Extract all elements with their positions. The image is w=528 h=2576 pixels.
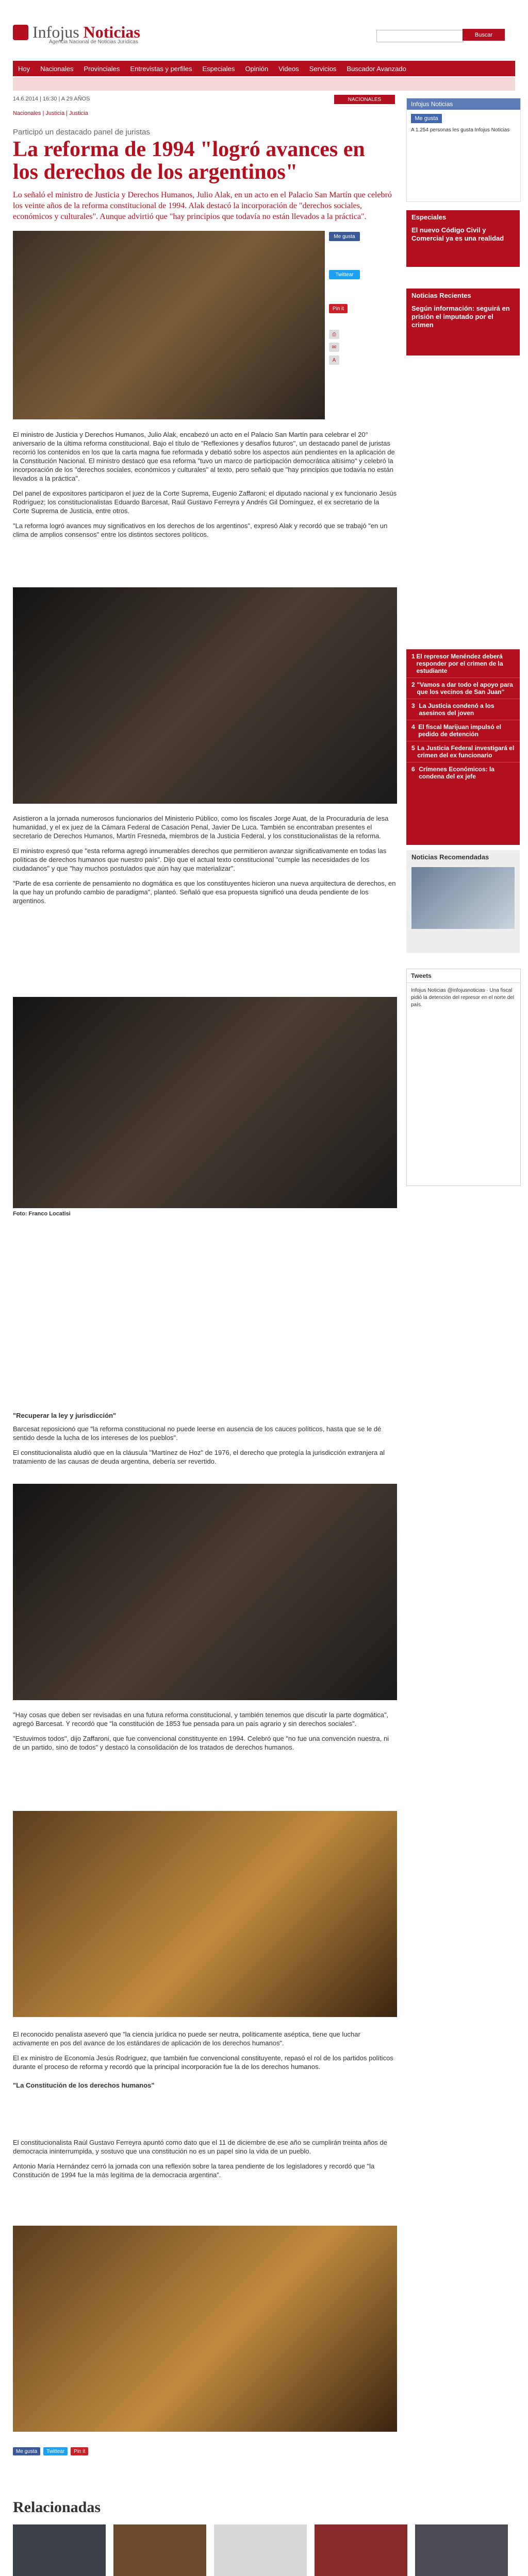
tweets-widget [406, 969, 521, 1186]
article-body-5 [13, 2030, 397, 2077]
facebook-widget [406, 98, 521, 202]
sub-nav [13, 77, 515, 91]
paragraph: El ministro expresó que "esta reforma agregó innumerables derechos que permitieron avanzar significativamente en todas las políticas de derechos humanos que nuestro país". Dijo que el actual texto constitucional "cumple las necesidades de los ciudadanos" y que "hay muchos postulados que aún hay que materializar". [13, 847, 387, 872]
article-body-4 [13, 1710, 397, 1758]
mas-leidas-text: "Vamos a dar todo el apoyo para que los vecinos de San Juan" [417, 681, 513, 696]
tweets-title: Tweets [407, 969, 520, 983]
recomendadas-thumb[interactable] [411, 867, 515, 929]
paragraph: "Parte de esa corriente de pensamiento no dogmática es que los constituyentes hicieron una nueva arquitectura de derechos, en la que hay un profundo cambio de paradigma", planteó. Señaló que esa propuesta significó una deuda pendiente de los argentinos. [13, 879, 396, 905]
article-photo-4[interactable] [13, 1484, 397, 1700]
paragraph: "Estuvimos todos", dijo Zaffaroni, que fue convencional constituyente en 1994. Celebró que "no fue una convención nuestra, ni de un partido, sino de todos" y destacó la consolidación de los tratados de derechos humanos. [13, 1735, 389, 1751]
mas-leidas-item[interactable] [406, 677, 520, 699]
nav-item-1[interactable]: Nacionales [40, 64, 74, 73]
search-input[interactable] [376, 30, 464, 42]
email-icon[interactable]: ✉ [329, 343, 339, 352]
recomendadas-title: Noticias Recomendadas [411, 853, 489, 861]
mas-leidas-text: Crímenes Económicos: la condena del ex jefe [419, 766, 494, 780]
paragraph: Asistieron a la jornada numerosos funcionarios del Ministerio Público, como los fiscales Jorge Auat, de la Procuraduría de lesa humanidad, y el ex juez de la Cámara Federal de Casación Penal, Javier De Luca. También se encontraban presentes el secretario de Derechos Humanos, Martín Fresneda, miembros de la Justicia Federal, y los constitucionalistas de la reforma. [13, 815, 389, 840]
paragraph: "Hay cosas que deben ser revisadas en una futura reforma constitucional, y también tenemos que discutir la parte dogmática", agregó Barcesat. Y recordó que "la constitución de 1853 fue pensada para un país agrario y sin derechos sociales". [13, 1711, 389, 1727]
mas-leidas-num: 1 [411, 653, 415, 660]
article-photo-3[interactable] [13, 997, 397, 1208]
nav-item-2[interactable]: Provinciales [84, 64, 120, 73]
share-row [13, 2447, 88, 2455]
mas-leidas-item[interactable] [406, 649, 520, 677]
mas-leidas-text: La Justicia Federal investigará el crimen del ex funcionario [417, 744, 515, 759]
share-twitter-bottom[interactable]: Twittear [43, 2447, 68, 2455]
article-photo-6[interactable] [13, 2226, 397, 2432]
fb-widget-title: Infojus Noticias [407, 98, 520, 110]
facebook-share-button[interactable]: Me gusta [329, 232, 360, 241]
mas-leidas-text: La Justicia condenó a los asesinos del joven [419, 702, 494, 717]
mas-leidas-num: 2 [411, 681, 415, 688]
photo-credit: Foto: Franco Locatisi [13, 1211, 71, 1217]
subhead-2: "La Constitución de los derechos humanos" [13, 2081, 155, 2089]
especiales-box [406, 210, 520, 267]
share-pin-bottom[interactable]: Pin it [71, 2447, 88, 2455]
logo-mark-icon [13, 25, 28, 40]
paragraph: El constitucionalista Raúl Gustavo Ferreyra apuntó como dato que el 11 de diciembre de ese año se cumplirán treinta años de democracia ininterrumpida, y sostuvo que una constitución no es un papel sino la vida de un pueblo. [13, 2139, 388, 2155]
paragraph: Barcesat reposicionó que "la reforma constitucional no puede leerse en ausencia de los cauces políticos, hasta que se le dé sentido desde la lucha de los intereses de los pueblos". [13, 1425, 382, 1442]
article-photo-2[interactable] [13, 587, 397, 804]
nav-item-5[interactable]: Opinión [245, 64, 269, 73]
article-photo-5[interactable] [13, 1811, 397, 2017]
paragraph: "La reforma logró avances muy significativos en los derechos de los argentinos", expresó Alak y recordó que se trabajó "en un clima de amplios consensos" entre los distintos sectores políticos. [13, 522, 388, 538]
mas-leidas-item[interactable] [406, 699, 520, 720]
paragraph: Del panel de expositores participaron el juez de la Corte Suprema, Eugenio Zaffaroni; el diputado nacional y ex funcionario Jesús Rodríguez; los constitucionalistas Eduardo Barcesat, Raúl Gustavo Ferreyra y Andrés Gil Domínguez, el ex secretario de la Corte Suprema de Justicia, entre otros. [13, 489, 397, 515]
nav-item-7[interactable]: Servicios [309, 64, 337, 73]
font-size-icon[interactable]: A [329, 355, 339, 365]
mas-leidas-item[interactable] [406, 720, 520, 741]
article-body-2 [13, 814, 397, 911]
site-header [0, 0, 528, 59]
paragraph: Antonio María Hernández cerró la jornada con una reflexión sobre la tarea pendiente de los legisladores y recordó que "la Constitución de 1994 fue la más legítima de la democracia argentina". [13, 2162, 375, 2179]
article-body-6 [13, 2138, 397, 2185]
article-photo-main[interactable] [13, 231, 325, 419]
recientes-title: Noticias Recientes [411, 292, 471, 299]
related-thumb[interactable] [13, 2524, 106, 2576]
related-thumb[interactable] [315, 2524, 407, 2576]
article-date: 14.6.2014 | 16:30 | A 29 AÑOS [13, 96, 90, 102]
search-button[interactable]: Buscar [463, 29, 505, 41]
mas-leidas-text: El fiscal Marijuan impulsó el pedido de detención [418, 723, 502, 738]
mas-leidas-item[interactable] [406, 741, 520, 762]
category-button[interactable]: NACIONALES [334, 95, 395, 104]
pin-share-button[interactable]: Pin it [329, 304, 348, 313]
logo-name-2: Noticias [83, 23, 140, 41]
mas-leidas-num: 5 [411, 744, 415, 752]
especiales-title: Especiales [411, 213, 447, 221]
recientes-box [406, 289, 520, 355]
paragraph: El constitucionalista aludió que en la cláusula "Martínez de Hoz" de 1976, el derecho que protegía la jurisdicción extranjera al tratamiento de las causas de deuda argentina, debería ser revertido. [13, 1449, 385, 1465]
paragraph: El ministro de Justicia y Derechos Humanos, Julio Alak, encabezó un acto en el Palacio San Martín para celebrar el 20° aniversario de la última reforma constitucional. Bajo el título de "Reflexiones y desafíos futuros", un destacado panel de juristas recorrió los contenidos en los que la carta magna fue reformada y debatió sobre los aspectos aún pendientes en la aplicación de la Constitución Nacional. El ministro destacó que esa reforma "tuvo un marco de participación democrática altísimo" y celebró la incorporación de los "derechos sociales, económicos y culturales" al texto, pero señaló que "hay principios que todavía no están llevados a la práctica". [13, 431, 395, 482]
nav-item-3[interactable]: Entrevistas y perfiles [130, 64, 192, 73]
article-title: La reforma de 1994 "logró avances en los derechos de los argentinos" [13, 138, 365, 184]
mas-leidas-item[interactable] [406, 762, 520, 783]
paragraph: El ex ministro de Economía Jesús Rodríguez, que también fue convencional constituyente, repasó el rol de los partidos políticos durante el proceso de reforma y recordó que la principal incorporación fue la de los derechos humanos. [13, 2054, 393, 2071]
paragraph: El reconocido penalista aseveró que "la ciencia jurídica no puede ser neutra, políticamente aséptica, tiene que luchar activamente en pos del avance de los estándares de aplicación de los derechos humanos". [13, 2030, 360, 2047]
print-icon[interactable]: ⎙ [329, 330, 339, 339]
share-facebook-bottom[interactable]: Me gusta [13, 2447, 40, 2455]
article-kicker: Participó un destacado panel de juristas [13, 128, 151, 137]
breadcrumb[interactable]: Nacionales | Justicia | Justicia [13, 110, 88, 116]
especiales-item[interactable]: El nuevo Código Civil y Comercial ya es una realidad [411, 226, 504, 242]
relacionadas-title: Relacionadas [13, 2499, 101, 2516]
recomendadas-box [406, 850, 520, 953]
mas-leidas-num: 3 [411, 702, 415, 709]
mas-leidas-box [406, 649, 520, 845]
nav-item-0[interactable]: Hoy [18, 64, 30, 73]
article-body-1 [13, 430, 397, 545]
logo-name: Infojus [32, 23, 79, 41]
nav-item-8[interactable]: Buscador Avanzado [346, 64, 406, 73]
mas-leidas-text: El represor Menéndez deberá responder por el crimen de la estudiante [416, 653, 503, 674]
tweet-text[interactable]: Infojus Noticias @infojusnoticias · Una fiscal pidió la detención del represor en el norte del país. [411, 988, 515, 1008]
fb-like-button[interactable]: Me gusta [411, 114, 442, 123]
main-nav [13, 61, 515, 76]
mas-leidas-num: 4 [411, 723, 415, 731]
logo-subtitle: Agencia Nacional de Noticias Jurídicas [49, 39, 138, 45]
article-body-3 [13, 1425, 397, 1472]
fb-widget-text: A 1.254 personas les gusta Infojus Noticias [411, 127, 510, 133]
twitter-share-button[interactable]: Twittear [329, 270, 360, 279]
mas-leidas-num: 6 [411, 766, 415, 773]
recientes-item[interactable]: Según información: seguirá en prisión el imputado por el crimen [411, 304, 510, 329]
article-lead: Lo señaló el ministro de Justicia y Derechos Humanos, Julio Alak, en un acto en el Palacio San Martín que celebró los veinte años de la reforma constitucional de 1994. Alak destacó la incorporación de "derechos sociales, económicos y culturales". Aunque advirtió que "hay principios que todavía no están llevados a la práctica". [13, 191, 392, 221]
related-thumb[interactable] [415, 2524, 508, 2576]
nav-item-6[interactable]: Videos [278, 64, 299, 73]
related-thumb[interactable] [113, 2524, 206, 2576]
subhead-1: "Recuperar la ley y jurisdicción" [13, 1412, 117, 1419]
nav-item-4[interactable]: Especiales [202, 64, 235, 73]
related-thumb[interactable] [214, 2524, 307, 2576]
